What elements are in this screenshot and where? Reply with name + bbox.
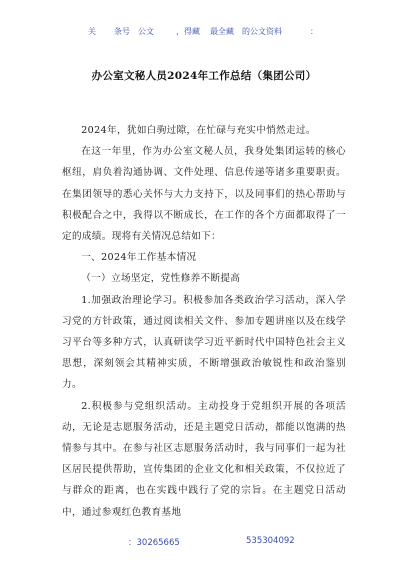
header-link[interactable]: 最全藏 (210, 27, 234, 36)
footer-contacts (0, 536, 408, 550)
header-link[interactable]: ， (176, 27, 184, 36)
section-heading: 一、2024年工作基本情况 (81, 252, 197, 264)
footer-contact[interactable]: ：30265665 (128, 538, 180, 548)
paragraph: 在这一年里，作为办公室文秘人员，我身处集团运转的核心枢纽，肩负着沟通协调、文件处理、信息传递等诸多重要职责。在集团领导的悉心关怀与大力支持下，以及同事们的热心帮助与积极配合之中，我得以不断成长，在工作的各个方面都取得了一定的成绩。现将有关情况总结如下： (62, 146, 346, 243)
header-link[interactable]: 的公文资料 (242, 27, 282, 36)
footer-contact[interactable]: 535304092 (246, 536, 295, 546)
header-link[interactable]: ： (310, 27, 318, 36)
header-link[interactable]: 公文 (138, 27, 154, 36)
document-title: 办公室文秘人员2024年工作总结（集团公司） (91, 70, 317, 82)
paragraph: 2024年，犹如白驹过隙，在忙碌与充实中悄然走过。 (81, 125, 316, 136)
paragraph: 2.积极参与党组织活动。主动投身于党组织开展的各项活动，无论是志愿服务活动，还是主题党日活动，都能以饱满的热情参与其中。在参与社区志愿服务活动时，我与同事们一起为社区居民提供帮助，宣传集团的企业文化和相关政策，不仅拉近了与群众的距离，也在实践中践行了党的宗旨。在主题党日活动中，通过参观红色教育基地 (62, 400, 346, 518)
header-link[interactable]: 条号 (114, 27, 130, 36)
document-body (62, 120, 346, 523)
header-link[interactable]: 关 (88, 27, 96, 36)
header-links (0, 26, 408, 40)
header-link[interactable]: 得藏 (184, 27, 200, 36)
paragraph: 1.加强政治理论学习。积极参加各类政治学习活动，深入学习党的方针政策，通过阅读相关文件、参加专题讲座以及在线学习平台等多种方式，认真研读学习近平新时代中国特色社会主义思想，深刻领会其精神实质，不断增强政治敏锐性和政治鉴别力。 (62, 294, 346, 391)
subsection-heading: （一）立场坚定，党性修养不断提高 (81, 273, 241, 285)
